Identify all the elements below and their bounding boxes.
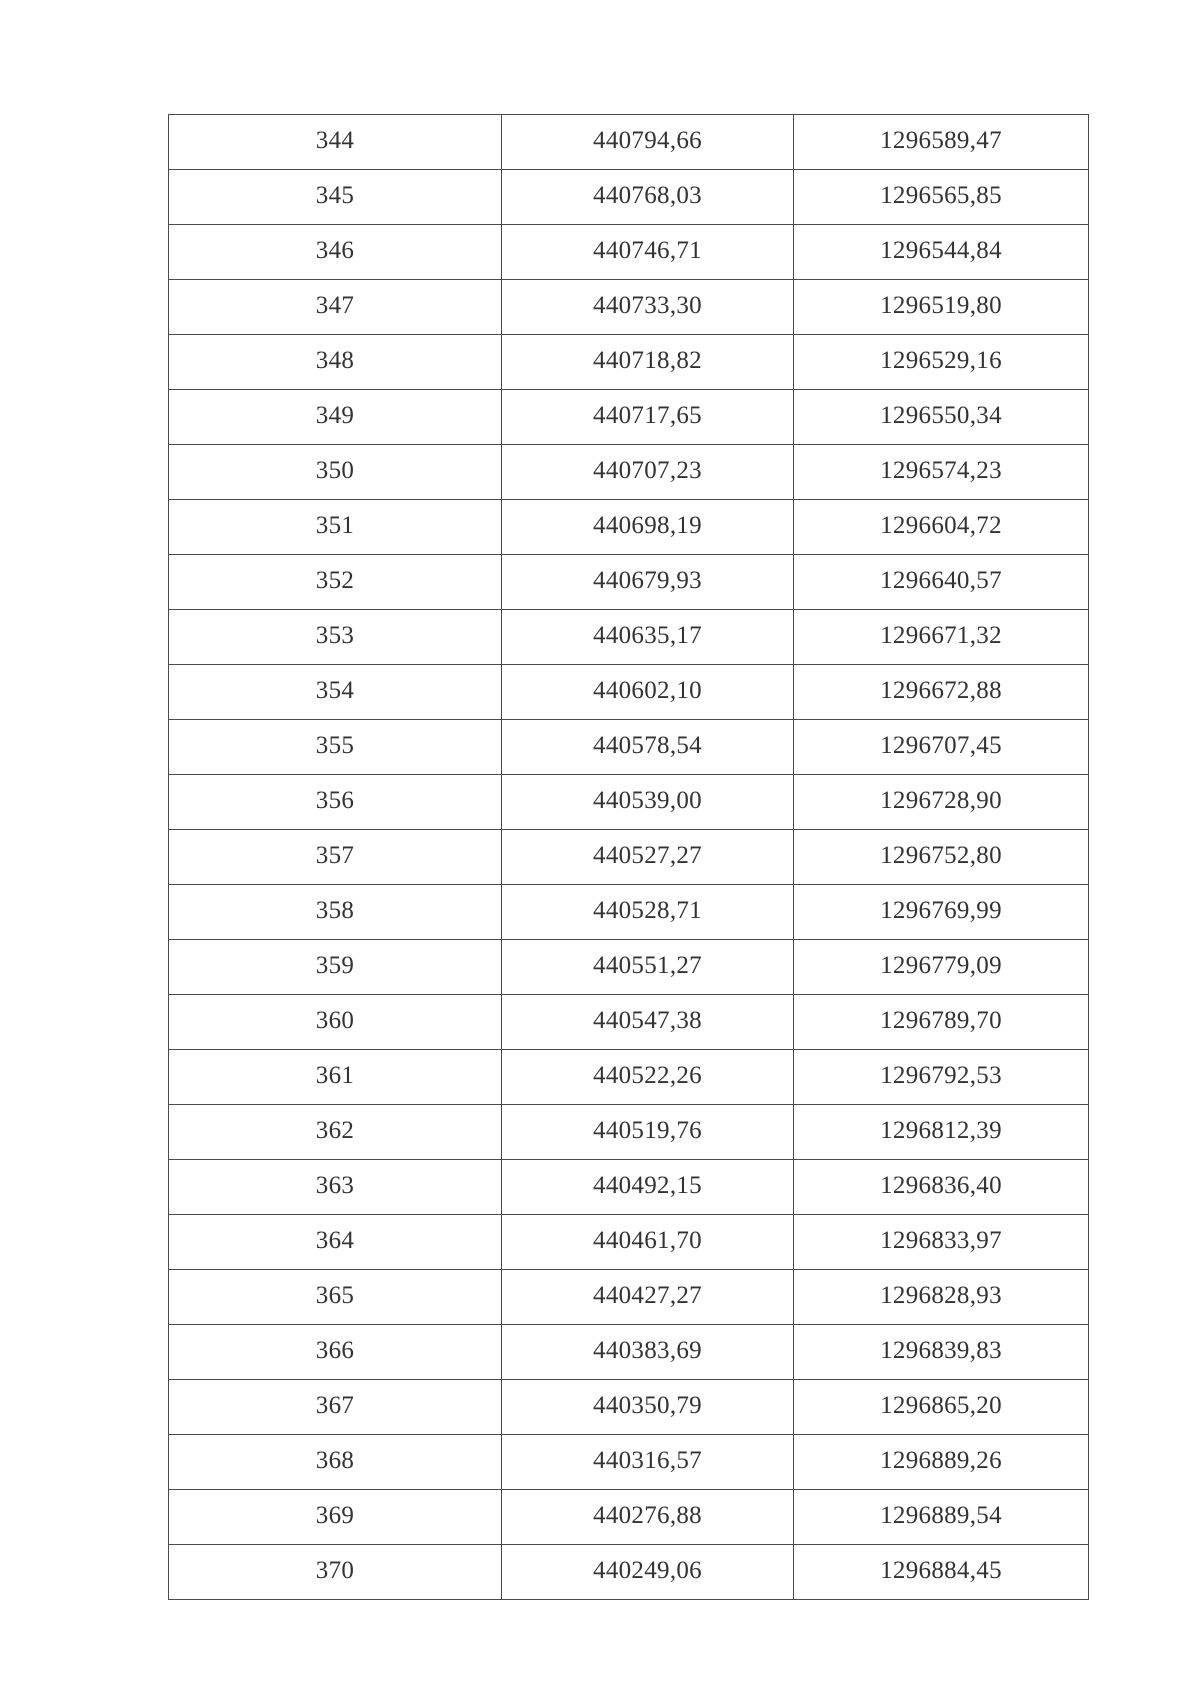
point-number-cell: 357 [169, 830, 502, 885]
point-number-cell: 353 [169, 610, 502, 665]
coordinates-table-body [169, 115, 1089, 1600]
x-coordinate-cell: 440461,70 [502, 1215, 794, 1270]
table-row [169, 500, 1089, 555]
point-number-cell: 356 [169, 775, 502, 830]
x-coordinate-cell: 440519,76 [502, 1105, 794, 1160]
point-number-cell: 354 [169, 665, 502, 720]
point-number-cell: 360 [169, 995, 502, 1050]
y-coordinate-cell: 1296812,39 [794, 1105, 1089, 1160]
table-row [169, 995, 1089, 1050]
table-row [169, 830, 1089, 885]
table-row [169, 665, 1089, 720]
point-number-cell: 361 [169, 1050, 502, 1105]
x-coordinate-cell: 440698,19 [502, 500, 794, 555]
point-number-cell: 346 [169, 225, 502, 280]
point-number-cell: 363 [169, 1160, 502, 1215]
point-number-cell: 351 [169, 500, 502, 555]
point-number-cell: 347 [169, 280, 502, 335]
y-coordinate-cell: 1296884,45 [794, 1545, 1089, 1600]
table-row [169, 555, 1089, 610]
point-number-cell: 345 [169, 170, 502, 225]
y-coordinate-cell: 1296519,80 [794, 280, 1089, 335]
table-row [169, 885, 1089, 940]
point-number-cell: 349 [169, 390, 502, 445]
y-coordinate-cell: 1296752,80 [794, 830, 1089, 885]
table-row [169, 335, 1089, 390]
point-number-cell: 364 [169, 1215, 502, 1270]
table-row [169, 1050, 1089, 1105]
table-row [169, 1380, 1089, 1435]
table-row [169, 445, 1089, 500]
y-coordinate-cell: 1296728,90 [794, 775, 1089, 830]
x-coordinate-cell: 440276,88 [502, 1490, 794, 1545]
x-coordinate-cell: 440707,23 [502, 445, 794, 500]
x-coordinate-cell: 440794,66 [502, 115, 794, 170]
y-coordinate-cell: 1296640,57 [794, 555, 1089, 610]
table-row [169, 115, 1089, 170]
x-coordinate-cell: 440718,82 [502, 335, 794, 390]
y-coordinate-cell: 1296544,84 [794, 225, 1089, 280]
point-number-cell: 350 [169, 445, 502, 500]
y-coordinate-cell: 1296779,09 [794, 940, 1089, 995]
point-number-cell: 368 [169, 1435, 502, 1490]
x-coordinate-cell: 440316,57 [502, 1435, 794, 1490]
x-coordinate-cell: 440578,54 [502, 720, 794, 775]
x-coordinate-cell: 440547,38 [502, 995, 794, 1050]
x-coordinate-cell: 440539,00 [502, 775, 794, 830]
y-coordinate-cell: 1296589,47 [794, 115, 1089, 170]
x-coordinate-cell: 440679,93 [502, 555, 794, 610]
y-coordinate-cell: 1296550,34 [794, 390, 1089, 445]
y-coordinate-cell: 1296792,53 [794, 1050, 1089, 1105]
y-coordinate-cell: 1296833,97 [794, 1215, 1089, 1270]
point-number-cell: 355 [169, 720, 502, 775]
x-coordinate-cell: 440551,27 [502, 940, 794, 995]
y-coordinate-cell: 1296839,83 [794, 1325, 1089, 1380]
table-row [169, 1215, 1089, 1270]
y-coordinate-cell: 1296889,54 [794, 1490, 1089, 1545]
x-coordinate-cell: 440492,15 [502, 1160, 794, 1215]
x-coordinate-cell: 440733,30 [502, 280, 794, 335]
point-number-cell: 367 [169, 1380, 502, 1435]
y-coordinate-cell: 1296529,16 [794, 335, 1089, 390]
table-row [169, 1435, 1089, 1490]
x-coordinate-cell: 440350,79 [502, 1380, 794, 1435]
table-row [169, 170, 1089, 225]
y-coordinate-cell: 1296604,72 [794, 500, 1089, 555]
point-number-cell: 366 [169, 1325, 502, 1380]
y-coordinate-cell: 1296865,20 [794, 1380, 1089, 1435]
x-coordinate-cell: 440746,71 [502, 225, 794, 280]
table-row [169, 225, 1089, 280]
point-number-cell: 344 [169, 115, 502, 170]
x-coordinate-cell: 440383,69 [502, 1325, 794, 1380]
point-number-cell: 370 [169, 1545, 502, 1600]
point-number-cell: 362 [169, 1105, 502, 1160]
x-coordinate-cell: 440249,06 [502, 1545, 794, 1600]
x-coordinate-cell: 440768,03 [502, 170, 794, 225]
y-coordinate-cell: 1296769,99 [794, 885, 1089, 940]
x-coordinate-cell: 440427,27 [502, 1270, 794, 1325]
table-row [169, 1270, 1089, 1325]
table-row [169, 1545, 1089, 1600]
table-row [169, 610, 1089, 665]
point-number-cell: 358 [169, 885, 502, 940]
point-number-cell: 369 [169, 1490, 502, 1545]
y-coordinate-cell: 1296565,85 [794, 170, 1089, 225]
x-coordinate-cell: 440602,10 [502, 665, 794, 720]
y-coordinate-cell: 1296707,45 [794, 720, 1089, 775]
point-number-cell: 359 [169, 940, 502, 995]
table-row [169, 775, 1089, 830]
y-coordinate-cell: 1296836,40 [794, 1160, 1089, 1215]
x-coordinate-cell: 440717,65 [502, 390, 794, 445]
point-number-cell: 365 [169, 1270, 502, 1325]
table-row [169, 940, 1089, 995]
table-row [169, 1105, 1089, 1160]
table-row [169, 1325, 1089, 1380]
point-number-cell: 348 [169, 335, 502, 390]
y-coordinate-cell: 1296889,26 [794, 1435, 1089, 1490]
x-coordinate-cell: 440528,71 [502, 885, 794, 940]
point-number-cell: 352 [169, 555, 502, 610]
y-coordinate-cell: 1296671,32 [794, 610, 1089, 665]
table-row [169, 1490, 1089, 1545]
table-row [169, 720, 1089, 775]
y-coordinate-cell: 1296828,93 [794, 1270, 1089, 1325]
table-row [169, 1160, 1089, 1215]
x-coordinate-cell: 440527,27 [502, 830, 794, 885]
y-coordinate-cell: 1296789,70 [794, 995, 1089, 1050]
coordinates-table [168, 114, 1089, 1600]
table-row [169, 390, 1089, 445]
table-row [169, 280, 1089, 335]
y-coordinate-cell: 1296672,88 [794, 665, 1089, 720]
x-coordinate-cell: 440635,17 [502, 610, 794, 665]
x-coordinate-cell: 440522,26 [502, 1050, 794, 1105]
y-coordinate-cell: 1296574,23 [794, 445, 1089, 500]
